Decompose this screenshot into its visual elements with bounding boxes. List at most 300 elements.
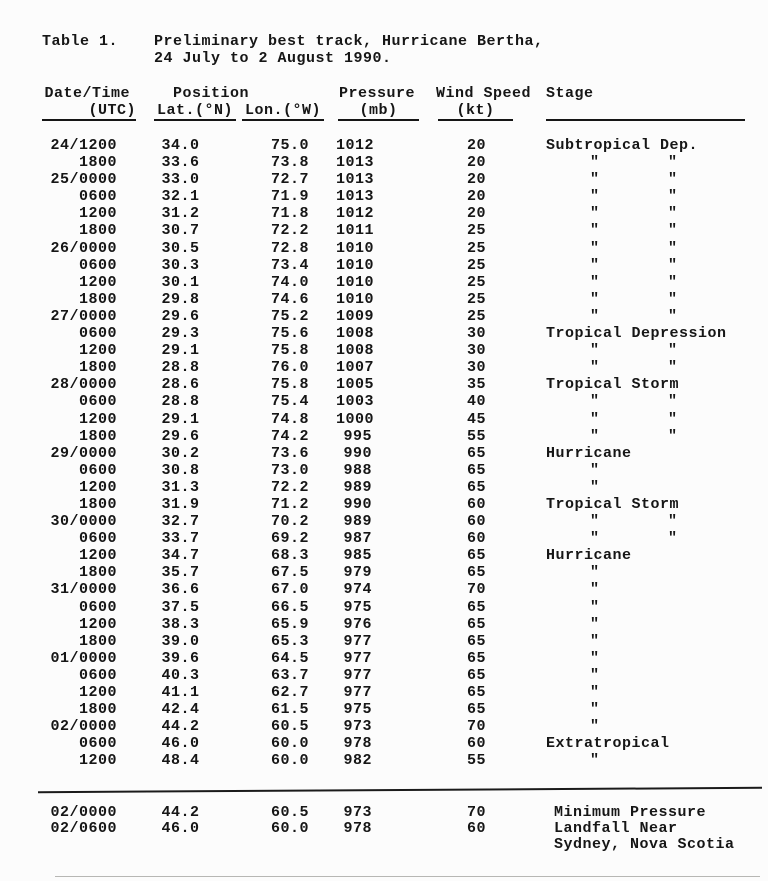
cell-wind: 20 — [466, 154, 486, 172]
ditto-mark: " — [668, 256, 678, 274]
cell-stage: Subtropical Dep. — [546, 137, 699, 154]
cell-pressure: 988 — [343, 461, 372, 479]
ditto-mark: " — [668, 239, 678, 257]
cell-lon: 73.4 — [270, 256, 309, 274]
cell-pressure: 977 — [343, 666, 372, 684]
cell-pressure: 990 — [343, 495, 372, 513]
cell-wind: 60 — [466, 820, 486, 837]
table-row — [45, 257, 768, 274]
cell-pressure: 1009 — [336, 307, 375, 325]
cell-stage — [486, 257, 768, 274]
cell-pressure: 1013 — [336, 154, 375, 172]
cell-pressure: 1010 — [336, 273, 375, 291]
cell-pressure: 973 — [343, 718, 372, 736]
table-row — [45, 496, 768, 513]
cell-date: 1200 — [78, 342, 117, 360]
cell-stage — [486, 274, 768, 291]
table-row — [45, 564, 768, 581]
table-label: Table 1. — [42, 33, 119, 50]
cell-wind: 35 — [466, 376, 486, 394]
header-lon: Lon.(°W) — [242, 103, 324, 121]
cell-pressure: 1013 — [336, 188, 375, 206]
cell-pressure: 1000 — [336, 410, 375, 428]
header-kt: (kt) — [438, 103, 513, 121]
cell-wind: 40 — [466, 393, 486, 411]
cell-stage — [486, 684, 768, 701]
cell-lat: 31.2 — [161, 205, 200, 223]
cell-lat: 29.1 — [161, 342, 200, 360]
cell-lat: 31.9 — [161, 495, 200, 513]
cell-stage — [486, 291, 768, 308]
cell-lon: 74.8 — [270, 410, 309, 428]
table-row — [45, 205, 768, 222]
table-row — [45, 581, 768, 598]
cell-lon: 67.0 — [270, 581, 309, 599]
cell-date: 1200 — [78, 547, 117, 565]
cell-wind: 30 — [466, 325, 486, 343]
cell-date: 1800 — [78, 495, 117, 513]
cell-stage — [486, 752, 768, 769]
table-row — [45, 222, 768, 239]
cell-lon: 75.6 — [270, 325, 309, 343]
ditto-mark: " — [590, 478, 600, 496]
table-row — [45, 137, 768, 154]
summary-row — [45, 821, 768, 852]
cell-wind: 55 — [466, 427, 486, 445]
cell-lon: 69.2 — [270, 530, 309, 548]
cell-lat: 28.6 — [161, 376, 200, 394]
cell-lat: 33.7 — [161, 530, 200, 548]
cell-lon: 73.6 — [270, 444, 309, 462]
cell-stage — [486, 513, 768, 530]
cell-pressure: 975 — [343, 701, 372, 719]
cell-stage — [486, 171, 768, 188]
cell-lat: 33.0 — [161, 171, 200, 189]
ditto-mark: " — [590, 564, 600, 582]
cell-wind: 60 — [466, 495, 486, 513]
cell-wind: 20 — [466, 188, 486, 206]
cell-pressure: 1008 — [336, 325, 375, 343]
cell-pressure: 987 — [343, 530, 372, 548]
cell-pressure: 989 — [343, 478, 372, 496]
cell-date: 1200 — [78, 615, 117, 633]
cell-lat: 30.7 — [161, 222, 200, 240]
cell-date: 1200 — [78, 684, 117, 701]
ditto-mark: " — [590, 307, 600, 325]
cell-pressure: 1012 — [336, 205, 375, 223]
best-track-table-body — [45, 137, 768, 769]
header-stage-underline — [546, 103, 745, 121]
cell-date: 0600 — [78, 461, 117, 479]
table-row — [45, 684, 768, 701]
cell-lat: 35.7 — [161, 564, 200, 582]
cell-stage — [486, 462, 768, 479]
cell-lat: 44.2 — [161, 804, 200, 821]
cell-wind: 65 — [466, 444, 486, 462]
cell-date: 1800 — [78, 427, 117, 445]
cell-pressure: 1012 — [336, 137, 375, 154]
cell-date: 1200 — [78, 410, 117, 428]
summary-stage-line: Sydney, Nova Scotia — [554, 835, 735, 853]
ditto-mark: " — [668, 205, 678, 223]
ditto-mark: " — [590, 461, 600, 479]
table-row — [45, 530, 768, 547]
cell-lon: 67.5 — [270, 564, 309, 582]
cell-stage — [486, 393, 768, 410]
cell-lon: 76.0 — [270, 359, 309, 377]
table-row — [45, 240, 768, 257]
cell-date: 0600 — [78, 598, 117, 616]
ditto-mark: " — [668, 427, 678, 445]
ditto-mark: " — [590, 393, 600, 411]
cell-stage — [486, 616, 768, 633]
cell-wind: 60 — [466, 530, 486, 548]
cell-pressure: 977 — [343, 649, 372, 667]
table-row — [45, 701, 768, 718]
cell-date: 1800 — [78, 632, 117, 650]
cell-lon: 66.5 — [270, 598, 309, 616]
cell-lat: 31.3 — [161, 478, 200, 496]
ditto-mark: " — [590, 684, 600, 701]
scan-edge-artifact — [55, 876, 760, 877]
cell-date: 26/0000 — [50, 239, 117, 257]
table-row — [45, 479, 768, 496]
cell-stage — [486, 205, 768, 222]
cell-wind: 25 — [466, 222, 486, 240]
cell-lat: 38.3 — [161, 615, 200, 633]
header-utc: (UTC) — [42, 103, 136, 121]
cell-stage — [486, 411, 768, 428]
cell-stage — [486, 240, 768, 257]
cell-lon: 73.0 — [270, 461, 309, 479]
cell-stage — [486, 599, 768, 616]
header-lat: Lat.(°N) — [154, 103, 236, 121]
cell-date: 1800 — [78, 564, 117, 582]
table-row — [45, 359, 768, 376]
cell-stage — [486, 701, 768, 718]
cell-wind: 65 — [466, 666, 486, 684]
table-title-line2: 24 July to 2 August 1990. — [154, 50, 392, 67]
ditto-mark: " — [590, 581, 600, 599]
cell-lat: 32.7 — [161, 513, 200, 531]
ditto-mark: " — [590, 273, 600, 291]
ditto-mark: " — [668, 359, 678, 377]
cell-date: 02/0600 — [50, 820, 117, 837]
cell-pressure: 990 — [343, 444, 372, 462]
cell-date: 0600 — [78, 393, 117, 411]
cell-lat: 30.3 — [161, 256, 200, 274]
ditto-mark: " — [590, 205, 600, 223]
cell-lat: 30.8 — [161, 461, 200, 479]
table-row — [45, 171, 768, 188]
cell-lat: 41.1 — [161, 684, 200, 701]
table-row — [45, 291, 768, 308]
cell-date: 1800 — [78, 290, 117, 308]
summary-row — [45, 805, 768, 821]
cell-lon: 60.0 — [270, 820, 309, 837]
ditto-mark: " — [668, 222, 678, 240]
ditto-mark: " — [668, 342, 678, 360]
cell-pressure: 978 — [343, 820, 372, 837]
ditto-mark: " — [590, 513, 600, 531]
cell-pressure: 1010 — [336, 256, 375, 274]
ditto-mark: " — [590, 530, 600, 548]
cell-wind: 65 — [466, 598, 486, 616]
ditto-mark: " — [590, 239, 600, 257]
header-pressure: Pressure — [339, 85, 416, 102]
cell-wind: 25 — [466, 239, 486, 257]
cell-lon: 75.2 — [270, 307, 309, 325]
ditto-mark: " — [668, 393, 678, 411]
cell-lon: 74.2 — [270, 427, 309, 445]
cell-wind: 65 — [466, 649, 486, 667]
cell-lat: 29.6 — [161, 427, 200, 445]
ditto-mark: " — [590, 154, 600, 172]
cell-wind: 65 — [466, 615, 486, 633]
cell-date: 24/1200 — [50, 137, 117, 154]
cell-lat: 40.3 — [161, 666, 200, 684]
cell-stage — [486, 530, 768, 547]
cell-lon: 70.2 — [270, 513, 309, 531]
table-row — [45, 393, 768, 410]
cell-pressure: 976 — [343, 615, 372, 633]
cell-pressure: 1003 — [336, 393, 375, 411]
cell-stage — [486, 428, 768, 445]
cell-lat: 34.7 — [161, 547, 200, 565]
cell-date: 27/0000 — [50, 307, 117, 325]
cell-wind: 65 — [466, 478, 486, 496]
cell-lon: 75.0 — [270, 137, 309, 154]
ditto-mark: " — [668, 410, 678, 428]
cell-lon: 72.2 — [270, 478, 309, 496]
ditto-mark: " — [668, 513, 678, 531]
cell-lon: 74.0 — [270, 273, 309, 291]
ditto-mark: " — [668, 154, 678, 172]
cell-wind: 20 — [466, 171, 486, 189]
cell-lon: 60.5 — [270, 804, 309, 821]
cell-lon: 65.9 — [270, 615, 309, 633]
cell-stage: Extratropical — [546, 735, 670, 753]
cell-date: 1800 — [78, 222, 117, 240]
summary-section — [45, 805, 768, 852]
cell-lat: 34.0 — [161, 137, 200, 154]
cell-date: 1200 — [78, 752, 117, 770]
cell-stage — [486, 222, 768, 239]
cell-pressure: 1005 — [336, 376, 375, 394]
cell-lon: 75.8 — [270, 342, 309, 360]
table-row — [45, 752, 768, 769]
cell-date: 1200 — [78, 205, 117, 223]
cell-date: 30/0000 — [50, 513, 117, 531]
table-row — [45, 376, 768, 393]
summary-stage-line: Minimum Pressure — [554, 804, 707, 821]
cell-lon: 71.8 — [270, 205, 309, 223]
table-row — [45, 154, 768, 171]
cell-stage — [486, 359, 768, 376]
ditto-mark: " — [590, 256, 600, 274]
cell-lat: 42.4 — [161, 701, 200, 719]
table-row — [45, 650, 768, 667]
cell-lat: 29.3 — [161, 325, 200, 343]
cell-lat: 46.0 — [161, 735, 200, 753]
table-row — [45, 325, 768, 342]
cell-pressure: 982 — [343, 752, 372, 770]
header-wind-speed: Wind Speed — [436, 85, 532, 102]
cell-lon: 75.8 — [270, 376, 309, 394]
table-row — [45, 308, 768, 325]
table-row — [45, 274, 768, 291]
ditto-mark: " — [590, 222, 600, 240]
cell-pressure: 1011 — [336, 222, 375, 240]
ditto-mark: " — [590, 649, 600, 667]
ditto-mark: " — [590, 342, 600, 360]
ditto-mark: " — [668, 290, 678, 308]
cell-date: 0600 — [78, 325, 117, 343]
ditto-mark: " — [590, 410, 600, 428]
ditto-mark: " — [668, 530, 678, 548]
table-row — [45, 599, 768, 616]
cell-wind: 65 — [466, 684, 486, 701]
cell-lat: 29.6 — [161, 307, 200, 325]
cell-lon: 72.8 — [270, 239, 309, 257]
cell-stage: Tropical Storm — [546, 376, 680, 394]
cell-lon: 62.7 — [270, 684, 309, 701]
ditto-mark: " — [590, 598, 600, 616]
cell-lon: 71.9 — [270, 188, 309, 206]
cell-stage — [486, 154, 768, 171]
cell-wind: 20 — [466, 205, 486, 223]
cell-date: 0600 — [78, 666, 117, 684]
cell-wind: 45 — [466, 410, 486, 428]
cell-date: 28/0000 — [50, 376, 117, 394]
cell-pressure: 995 — [343, 427, 372, 445]
cell-lon: 61.5 — [270, 701, 309, 719]
header-mb: (mb) — [338, 103, 419, 121]
cell-lat: 39.0 — [161, 632, 200, 650]
cell-wind: 65 — [466, 564, 486, 582]
ditto-mark: " — [590, 171, 600, 189]
cell-lat: 30.5 — [161, 239, 200, 257]
cell-wind: 60 — [466, 735, 486, 753]
ditto-mark: " — [590, 188, 600, 206]
cell-lat: 37.5 — [161, 598, 200, 616]
cell-stage — [486, 564, 768, 581]
cell-pressure: 977 — [343, 684, 372, 701]
table-row — [45, 667, 768, 684]
cell-stage — [486, 342, 768, 359]
cell-date: 01/0000 — [50, 649, 117, 667]
cell-lat: 29.8 — [161, 290, 200, 308]
cell-lon: 64.5 — [270, 649, 309, 667]
cell-date: 0600 — [78, 256, 117, 274]
cell-wind: 65 — [466, 461, 486, 479]
cell-pressure: 977 — [343, 632, 372, 650]
cell-pressure: 975 — [343, 598, 372, 616]
cell-date: 1200 — [78, 478, 117, 496]
cell-wind: 20 — [466, 137, 486, 154]
cell-pressure: 974 — [343, 581, 372, 599]
cell-stage — [486, 805, 768, 821]
ditto-mark: " — [668, 307, 678, 325]
cell-wind: 65 — [466, 547, 486, 565]
cell-pressure: 978 — [343, 735, 372, 753]
cell-lat: 44.2 — [161, 718, 200, 736]
cell-lon: 68.3 — [270, 547, 309, 565]
cell-pressure: 1010 — [336, 239, 375, 257]
cell-stage — [486, 650, 768, 667]
cell-date: 31/0000 — [50, 581, 117, 599]
cell-lon: 72.2 — [270, 222, 309, 240]
cell-wind: 65 — [466, 632, 486, 650]
cell-wind: 55 — [466, 752, 486, 770]
cell-lat: 30.1 — [161, 273, 200, 291]
table-row — [45, 462, 768, 479]
table-row — [45, 428, 768, 445]
ditto-mark: " — [590, 427, 600, 445]
ditto-mark: " — [590, 359, 600, 377]
cell-lon: 71.2 — [270, 495, 309, 513]
cell-wind: 25 — [466, 256, 486, 274]
cell-lat: 29.1 — [161, 410, 200, 428]
header-date-time: Date/Time — [44, 85, 130, 102]
cell-pressure: 985 — [343, 547, 372, 565]
table-row — [45, 547, 768, 564]
cell-pressure: 979 — [343, 564, 372, 582]
cell-lon: 72.7 — [270, 171, 309, 189]
table-row — [45, 735, 768, 752]
ditto-mark: " — [590, 632, 600, 650]
cell-lat: 33.6 — [161, 154, 200, 172]
cell-pressure: 1010 — [336, 290, 375, 308]
cell-lat: 28.8 — [161, 393, 200, 411]
header-stage: Stage — [546, 85, 594, 102]
cell-stage: Tropical Storm — [546, 495, 680, 513]
cell-pressure: 973 — [343, 804, 372, 821]
cell-lat: 36.6 — [161, 581, 200, 599]
table-title-line1: Preliminary best track, Hurricane Bertha, — [154, 33, 544, 50]
cell-lat: 30.2 — [161, 444, 200, 462]
cell-lon: 60.0 — [270, 752, 309, 770]
cell-date: 29/0000 — [50, 444, 117, 462]
cell-stage: Tropical Depression — [546, 325, 727, 343]
table-row — [45, 411, 768, 428]
cell-date: 0600 — [78, 735, 117, 753]
ditto-mark: " — [590, 718, 600, 736]
cell-wind: 30 — [466, 359, 486, 377]
cell-date: 1200 — [78, 273, 117, 291]
cell-wind: 60 — [466, 513, 486, 531]
cell-date: 1800 — [78, 359, 117, 377]
cell-stage: Hurricane — [546, 547, 632, 565]
separator-line — [38, 787, 762, 793]
table-row — [45, 718, 768, 735]
cell-lon: 75.4 — [270, 393, 309, 411]
ditto-mark: " — [590, 615, 600, 633]
cell-pressure: 1007 — [336, 359, 375, 377]
cell-wind: 25 — [466, 290, 486, 308]
cell-wind: 70 — [466, 718, 486, 736]
cell-wind: 65 — [466, 701, 486, 719]
cell-date: 02/0000 — [50, 718, 117, 736]
cell-lat: 32.1 — [161, 188, 200, 206]
cell-stage — [486, 308, 768, 325]
cell-stage — [486, 633, 768, 650]
cell-pressure: 1008 — [336, 342, 375, 360]
table-row — [45, 445, 768, 462]
ditto-mark: " — [668, 171, 678, 189]
ditto-mark: " — [668, 188, 678, 206]
cell-lat: 48.4 — [161, 752, 200, 770]
